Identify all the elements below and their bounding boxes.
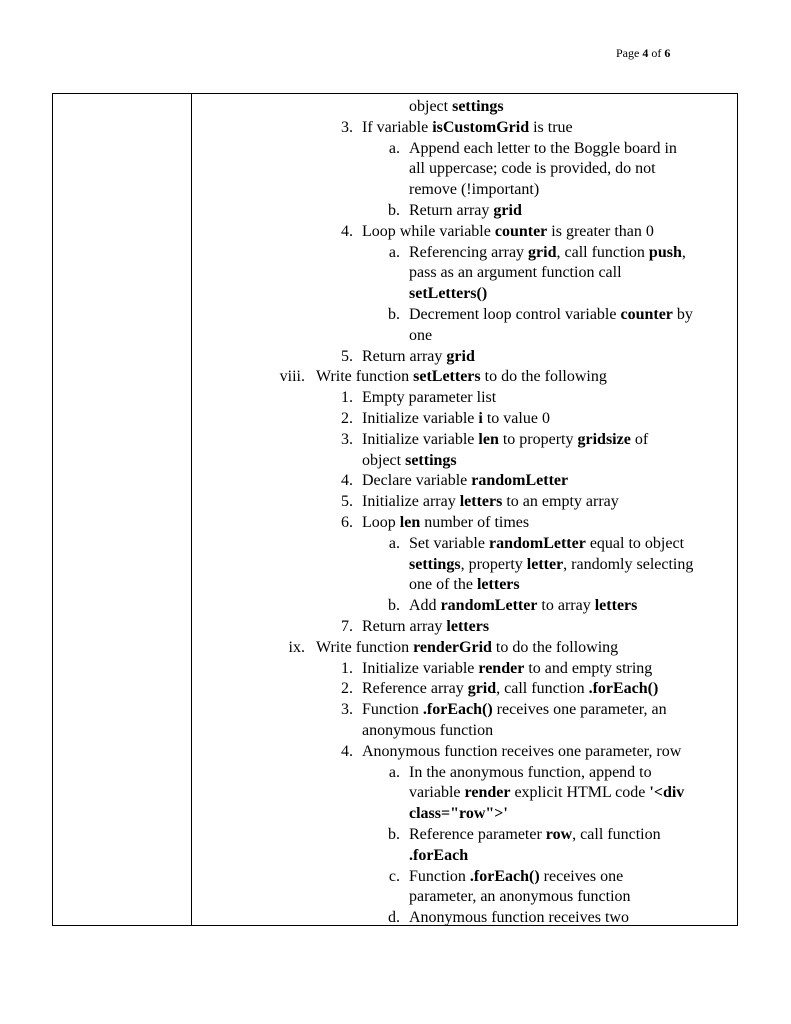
outline-line [192,678,737,699]
list-marker: 1. [341,389,353,407]
text-run: Declare variable [362,472,472,490]
list-marker: a. [388,243,400,261]
bold-term: render [478,659,525,677]
outline-line [192,845,737,866]
bold-term: counter [494,222,548,240]
line-text [362,221,654,242]
text-run: Return array [362,618,447,635]
line-text [409,533,684,554]
text-run: by [672,306,693,323]
list-marker: 1. [341,659,353,677]
text-run: to array [537,597,595,615]
list-marker: a. [388,139,400,157]
list-marker: d. [388,909,400,927]
line-text [362,616,489,637]
outline-line [192,470,737,491]
line-text [362,741,681,762]
outline-line [192,304,737,325]
table-content-column [192,94,737,925]
text-run: , randomly selecting [563,555,694,573]
line-text [316,637,618,658]
list-marker: 5. [341,493,353,511]
page-number: Page 4 of 6 [616,46,671,60]
list-marker: 3. [341,430,353,448]
text-run: of [630,430,649,448]
line-text [362,512,529,533]
outline-line [192,491,737,512]
line-text [409,304,693,325]
text-run: to property [498,430,578,448]
list-marker: a. [388,534,400,552]
text-run: Write function [316,638,414,656]
outline-line [192,283,737,304]
outline-line [192,96,737,117]
outline-line [192,699,737,720]
text-run: Initialize variable [362,410,479,427]
text-run: Reference parameter [409,826,546,843]
line-text [362,346,475,367]
line-text [409,824,661,845]
line-text [409,886,631,907]
line-text [362,678,658,699]
line-text [362,387,496,408]
list-marker: viii. [279,368,305,386]
outline-line [192,200,737,221]
text-run: Set variable [409,534,489,552]
outline-line [192,886,737,907]
outline-table [52,93,738,926]
text-run: all uppercase; code is provided, do not [409,160,656,178]
outline-line [192,595,737,616]
text-run: , property [460,555,527,573]
outline-line [192,262,737,283]
outline-line [192,242,737,263]
text-run: to an empty array [502,493,619,511]
bold-term: gridsize [577,430,631,448]
bold-term: randomLetter [440,597,538,615]
text-run: Loop while variable [362,222,495,240]
text-run: object [362,451,406,469]
text-run: Anonymous function receives two [409,909,629,927]
bold-term: grid [446,347,475,365]
bold-term: .forEach() [422,701,493,719]
text-run: Anonymous function receives one parameter, row [362,742,682,760]
outline-line [192,346,737,367]
outline-line [192,554,737,575]
text-run: remove (!important) [409,181,540,199]
text-run: , [681,243,686,261]
bold-term: letters [446,618,490,635]
text-run: Initialize variable [362,659,479,677]
line-text [409,782,684,803]
list-marker: 3. [341,118,353,136]
text-run: Add [409,597,441,615]
text-run: If variable [362,118,433,136]
list-marker: a. [388,763,400,781]
text-run: is true [529,118,573,136]
list-marker: b. [388,202,400,219]
outline-line [192,741,737,762]
text-run: , call function [572,826,661,843]
bold-term: randomLetter [471,472,569,490]
bold-term: setLetters [413,368,481,386]
outline-line [192,720,737,741]
line-text [362,408,550,429]
bold-term: len [478,430,499,448]
bold-term: settings [452,98,504,115]
outline-line [192,637,737,658]
bold-term: letters [594,597,638,615]
text-run: one of the [409,576,477,594]
text-run: is greater than 0 [547,222,654,240]
line-text [409,200,522,221]
text-run: , call function [496,680,589,698]
text-run: Return array [362,347,447,365]
outline-line [192,366,737,387]
line-text [316,366,607,387]
text-run: equal to object [585,534,685,552]
bold-term: .forEach() [469,867,540,885]
text-run: Function [362,701,423,719]
list-marker: 5. [341,347,353,365]
text-run: Reference array [362,680,468,698]
text-run: object [409,98,453,115]
outline-line [192,866,737,887]
line-text [409,803,508,824]
line-text [409,907,629,928]
text-run: Return array [409,202,494,219]
list-marker: 2. [341,680,353,698]
text-run: Empty parameter list [362,389,497,407]
outline-line [192,221,737,242]
outline-line [192,179,737,200]
list-marker: 4. [341,742,353,760]
text-run: Initialize variable [362,430,479,448]
outline-line [192,616,737,637]
text-run: Initialize array [362,493,460,511]
line-text [362,117,573,138]
bold-term: grid [528,243,557,261]
line-text [362,450,457,471]
bold-term: letter [526,555,564,573]
outline-line [192,325,737,346]
bold-term: i [478,410,483,427]
text-run: number of times [420,514,530,531]
line-text [409,158,656,179]
list-marker: 4. [341,472,353,490]
text-run: parameter, an anonymous function [409,888,631,906]
list-marker: 7. [341,618,353,635]
list-marker: b. [388,826,400,843]
line-text [409,262,622,283]
line-text [409,242,686,263]
line-text [409,138,677,159]
outline-line [192,824,737,845]
bold-term: settings [409,555,461,573]
text-run: Function [409,867,470,885]
text-run: variable [409,784,465,802]
list-marker: c. [388,867,400,885]
line-text [409,845,468,866]
outline-line [192,658,737,679]
text-run: pass as an argument function call [409,264,622,282]
bold-term: counter [620,306,673,323]
line-text [409,574,520,595]
bold-term: grid [493,202,522,219]
outline-line [192,803,737,824]
text-run: one [409,326,433,344]
text-run: In the anonymous function, append to [409,763,652,781]
list-marker: 6. [341,514,353,531]
outline-line [192,533,737,554]
bold-term: setLetters() [409,285,488,303]
outline-line [192,408,737,429]
text-run: , call function [556,243,649,261]
text-run: Append each letter to the Boggle board in [409,139,677,157]
line-text [409,179,539,200]
text-run: to do the following [491,638,619,656]
text-run: receives one [539,867,624,885]
text-run: to do the following [480,368,607,386]
bold-term: class="row">' [409,805,508,823]
outline-line [192,907,737,928]
bold-term: letters [459,493,503,511]
line-text [362,491,619,512]
bold-term: .forEach [409,846,469,864]
bold-term: '<div [649,784,685,802]
bold-term: len [399,514,421,531]
list-marker: ix. [288,638,305,656]
text-run: Referencing array [409,243,529,261]
line-text [362,699,667,720]
outline-line [192,158,737,179]
outline-line [192,782,737,803]
text-run: to and empty string [524,659,653,677]
list-marker: 3. [341,701,353,719]
outline-line [192,762,737,783]
list-marker: b. [388,306,400,323]
bold-term: row [545,826,573,843]
text-run: receives one parameter, an [492,701,667,719]
outline-line [192,429,737,450]
outline-line [192,387,737,408]
bold-term: letters [476,576,520,594]
bold-term: randomLetter [488,534,586,552]
outline-line [192,117,737,138]
bold-term: settings [405,451,457,469]
list-marker: 4. [341,222,353,240]
text-run: to value 0 [482,410,550,427]
line-text [362,658,652,679]
line-text [409,554,693,575]
text-run: anonymous function [362,722,494,739]
bold-term: .forEach() [588,680,659,698]
line-text [409,762,652,783]
line-text [409,595,637,616]
bold-term: render [464,784,511,802]
bold-term: grid [467,680,497,698]
line-text [409,283,487,304]
outline-line [192,574,737,595]
line-text [362,720,493,741]
line-text [362,429,648,450]
text-run: Loop [362,514,400,531]
table-left-column [53,94,192,925]
outline-line [192,450,737,471]
bold-term: push [648,243,682,261]
list-marker: 2. [341,410,353,427]
bold-term: renderGrid [413,638,492,656]
outline-line [192,138,737,159]
outline-line [192,512,737,533]
line-text [409,866,623,887]
line-text [362,470,568,491]
line-text [409,325,432,346]
line-text [409,96,504,117]
text-run: Write function [316,368,414,386]
text-run: explicit HTML code [510,784,650,802]
bold-term: isCustomGrid [432,118,530,136]
text-run: Decrement loop control variable [409,306,621,323]
list-marker: b. [388,597,400,615]
